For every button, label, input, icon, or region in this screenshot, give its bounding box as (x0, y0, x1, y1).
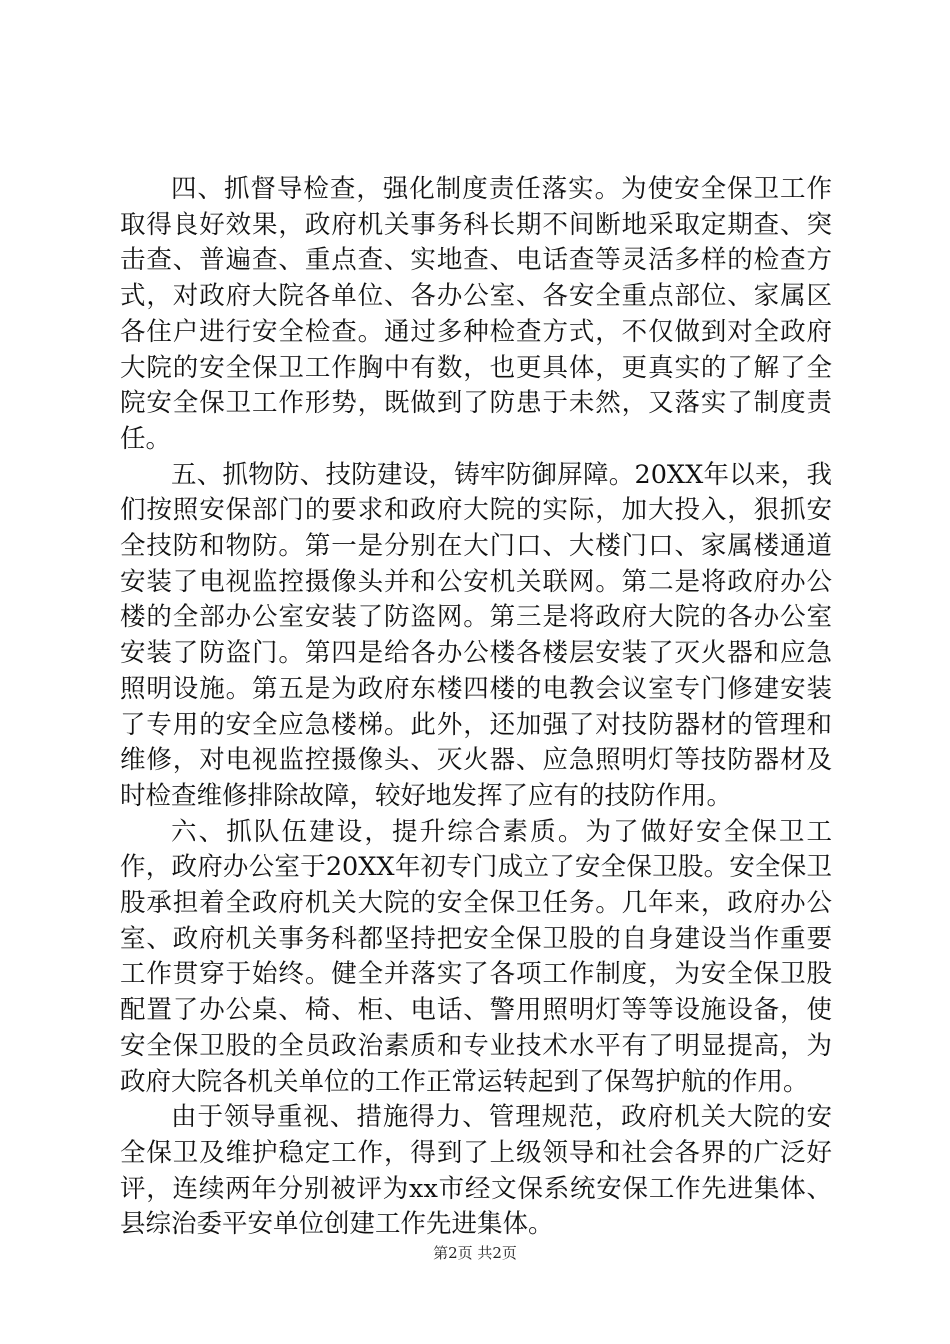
paragraph-team-building: 六、抓队伍建设，提升综合素质。为了做好安全保卫工作，政府办公室于20XX年初专门成立了安全保卫股。安全保卫股承担着全政府机关大院的安全保卫任务。几年来，政府办公室、政府机关事务科都坚持把安全保卫股的自身建设当作重要工作贯穿于始终。健全并落实了各项工作制度，为安全保卫股配置了办公桌、椅、柜、电话、警用照明灯等等设施设备，使安全保卫股的全员政治素质和专业技术水平有了明显提高，为政府大院各机关单位的工作正常运转起到了保驾护航的作用。 (120, 816, 832, 1097)
page-number: 第2页 共2页 (433, 1244, 517, 1262)
paragraph-conclusion: 由于领导重视、措施得力、管理规范，政府机关大院的安全保卫及维护稳定工作，得到了上级领导和社会各界的广泛好评，连续两年分别被评为xx市经文保系统安保工作先进集体、县综治委平安单位创建工作先进集体。 (120, 1102, 832, 1240)
document-body (120, 172, 832, 1243)
paragraph-physical-technical-defense: 五、抓物防、技防建设，铸牢防御屏障。20XX年以来，我们按照安保部门的要求和政府大院的实际，加大投入，狠抓安全技防和物防。第一是分别在大门口、大楼门口、家属楼通道安装了电视监控摄像头并和公安机关联网。第二是将政府办公楼的全部办公室安装了防盗网。第三是将政府大院的各办公室安装了防盗门。第四是给各办公楼各楼层安装了灭火器和应急照明设施。第五是为政府东楼四楼的电教会议室专门修建安装了专用的安全应急楼梯。此外，还加强了对技防器材的管理和维修，对电视监控摄像头、灭火器、应急照明灯等技防器材及时检查维修排除故障，较好地发挥了应有的技防作用。 (120, 459, 832, 811)
paragraph-supervision: 四、抓督导检查，强化制度责任落实。为使安全保卫工作取得良好效果，政府机关事务科长期不间断地采取定期查、突击查、普遍查、重点查、实地查、电话查等灵活多样的检查方式，对政府大院各单位、各办公室、各安全重点部位、家属区各住户进行安全检查。通过多种检查方式，不仅做到对全政府大院的安全保卫工作胸中有数，也更具体，更真实的了解了全院安全保卫工作形势，既做到了防患于未然，又落实了制度责任。 (120, 174, 832, 454)
